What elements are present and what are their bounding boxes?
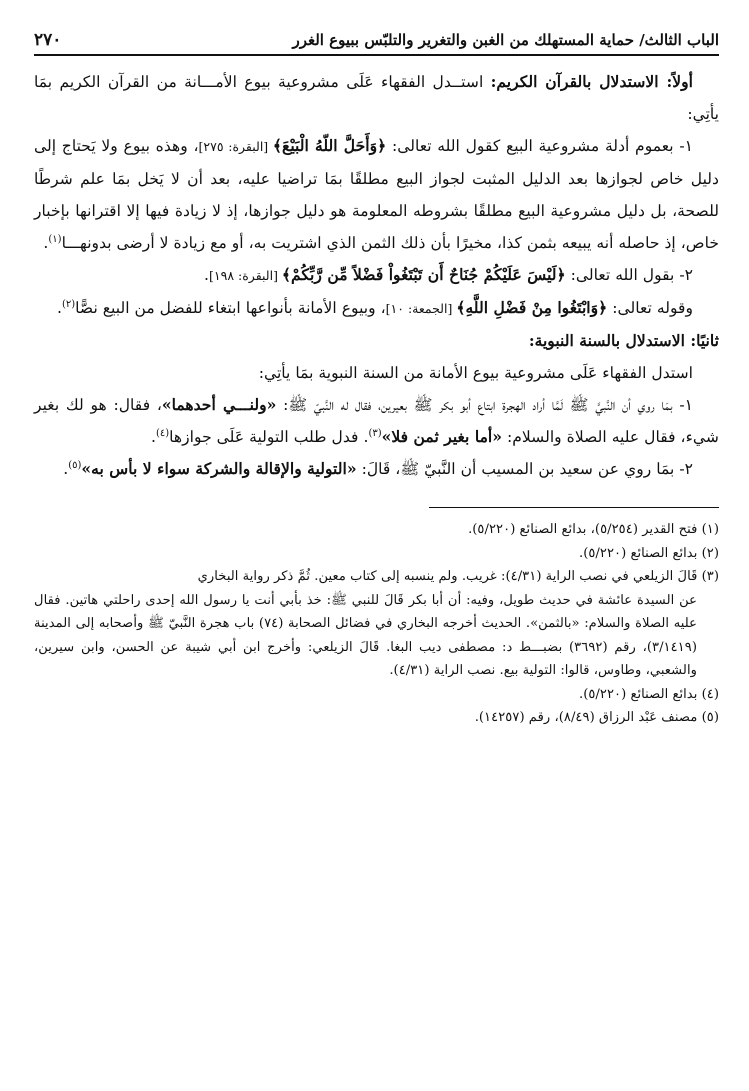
main-text bbox=[34, 66, 719, 485]
running-title: الباب الثالث/ حماية المستهلك من الغبن والتغرير والتلبّس ببيوع الغرر bbox=[292, 31, 719, 49]
paragraph-text: ، وبيوع الأمانة بأنواعها ابتغاء للفضل من البيع نصًّا bbox=[75, 299, 386, 317]
running-header bbox=[34, 30, 719, 56]
footnote-2: (٢) بدائع الصنائع (٥/٢٢٠). bbox=[579, 545, 719, 561]
paragraph-text: ، فقال: هو لك بغير شيء، فقال عليه الصلاة والسلام: bbox=[34, 396, 719, 446]
footnote-separator bbox=[429, 507, 719, 508]
footnote-marker[interactable]: (٣) bbox=[368, 427, 382, 439]
punctuation: . bbox=[63, 460, 69, 478]
paragraph-text: وقوله تعالى: bbox=[607, 299, 693, 317]
punctuation: . bbox=[204, 266, 210, 284]
hadith-quote: «أما بغير ثمن فلا» bbox=[381, 427, 502, 446]
punctuation: . bbox=[43, 234, 49, 252]
paragraph-point-1 bbox=[34, 130, 719, 259]
paragraph-text: استدل الفقهاء عَلَى مشروعية بيوع الأمانة من السنة النبوية بمَا يأتِي: bbox=[258, 364, 693, 382]
hadith-quote: «ولنـــي أحدهما» bbox=[161, 395, 277, 414]
punctuation: . bbox=[151, 428, 156, 446]
verse-reference: [البقرة: ٢٧٥] bbox=[198, 139, 273, 154]
quran-verse: ﴿وَأَحَلَّ اللّهُ الْبَيْعَ﴾ bbox=[272, 136, 387, 155]
footnotes bbox=[34, 518, 719, 730]
paragraph-text: ٢- بقول الله تعالى: bbox=[565, 266, 693, 284]
page-number: ٢٧٠ bbox=[34, 30, 62, 50]
footnote-marker[interactable]: (٤) bbox=[155, 427, 170, 439]
footnote-1: (١) فتح القدير (٥/٢٥٤)، بدائع الصنائع (٥/٢٢٠). bbox=[468, 522, 719, 537]
paragraph-quran-evidence bbox=[34, 66, 719, 130]
footnote-5: (٥) مصنف عَبْد الرزاق (٨/٤٩)، رقم (١٤٢٥٧). bbox=[474, 710, 719, 725]
footnote-3-continuation: عن السيدة عائشة في حديث طويل، وفيه: أن أبا بكر قَالَ للنبي ﷺ: خذ بأبي أنت يا رسول الله إحدى راحلتي هاتين. فقال عليه الصلاة والسلام: «بالثمن». الحديث أخرجه البخاري في فضائل الصحابة (٧٤) باب هجرة النَّبيّ ﷺ وأصحابه إلى المدينة (٣/١٤١٩)، رقم (٣٦٩٢) بضبـــط د: مصطفى ديب البغا. قَالَ الزيلعي: وأخرج ابن أبي شيبة عن الحسن، وابن سيرين، والشعبي، وطاوس، قالوا: التولية بيع. نصب الراية (٤/٣١). bbox=[34, 592, 697, 678]
section-heading-quran: أولاً: الاستدلال بالقرآن الكريم: bbox=[490, 72, 693, 91]
quran-verse: ﴿وَابْتَغُوا مِنْ فَضْلِ اللَّهِ﴾ bbox=[456, 298, 608, 317]
paragraph-text: . فدل طلب التولية عَلَى جوازها bbox=[169, 428, 369, 446]
hadith-quote: «التولية والإقالة والشركة سواء لا بأس به» bbox=[81, 459, 357, 478]
footnote-marker[interactable]: (١) bbox=[48, 233, 62, 245]
paragraph-text: ، وهذه بيوع ولا يَحتاج إلى دليل خاص لجوازها بعد الدليل المثبت لجواز البيع مطلقًا بمَا تراضيا عليه، بعد أن لا يَخل بمَا علم شرطًا للصحة، بل دليل مشروعية البيع مطلقًا بشروطه المعلومة هو دليل جوازها، إذ لا زيادة فيها إلا اقترانها بإخبار خاص، إذ حاصله أنه يبيعه بثمن كذا، مخيرًا بأن ذلك الثمن الذي اشتريت به، أو مع زيادة لا أرضى بدونهـــا bbox=[34, 137, 719, 252]
paragraph-text: ٢- بمَا روي عن سعيد بن المسيب أن النَّبيّ ﷺ، قَالَ: bbox=[356, 460, 693, 478]
paragraph-hadith-1 bbox=[34, 389, 719, 453]
paragraph-verse-jumuah bbox=[34, 292, 719, 325]
paragraph-point-2 bbox=[34, 259, 719, 292]
footnote-3: (٣) قَالَ الزيلعي في نصب الراية (٤/٣١): غريب. ولم ينسبه إلى كتاب معين. ثُمَّ ذكر رواية البخاري bbox=[197, 569, 719, 584]
verse-reference: [الجمعة: ١٠] bbox=[385, 301, 457, 316]
footnote-marker[interactable]: (٢) bbox=[61, 298, 76, 310]
section-heading-sunnah bbox=[34, 325, 719, 357]
punctuation: . bbox=[57, 299, 62, 317]
footnote-4: (٤) بدائع الصنائع (٥/٢٢٠). bbox=[579, 686, 719, 702]
footnote-marker[interactable]: (٥) bbox=[68, 459, 82, 471]
book-page bbox=[34, 30, 719, 1071]
paragraph-text: ١- بمَا روي أن النَّبيَّ ﷺ لَمَّا أراد الهجرة ابتاع أبو بكر ﷺ بعيرين، فقال له النَّبيّ ﷺ: bbox=[276, 396, 693, 414]
paragraph-text: ١- بعموم أدلة مشروعية البيع كقول الله تعالى: bbox=[386, 137, 693, 155]
paragraph-sunnah-intro bbox=[34, 357, 719, 389]
section-heading-text: ثانيًا: الاستدلال بالسنة النبوية: bbox=[528, 331, 719, 350]
verse-reference: [البقرة: ١٩٨] bbox=[209, 268, 282, 283]
paragraph-text: استــدل الفقهاء عَلَى مشروعية بيوع الأمـــانة من القرآن الكريم بمَا يأتِي: bbox=[34, 73, 719, 123]
quran-verse: ﴿لَيْسَ عَلَيْكُمْ جُنَاحٌ أَن تَبْتَغُواْ فَضْلاً مِّن رَّبِّكُمْ﴾ bbox=[281, 265, 566, 284]
paragraph-hadith-2 bbox=[34, 453, 719, 485]
